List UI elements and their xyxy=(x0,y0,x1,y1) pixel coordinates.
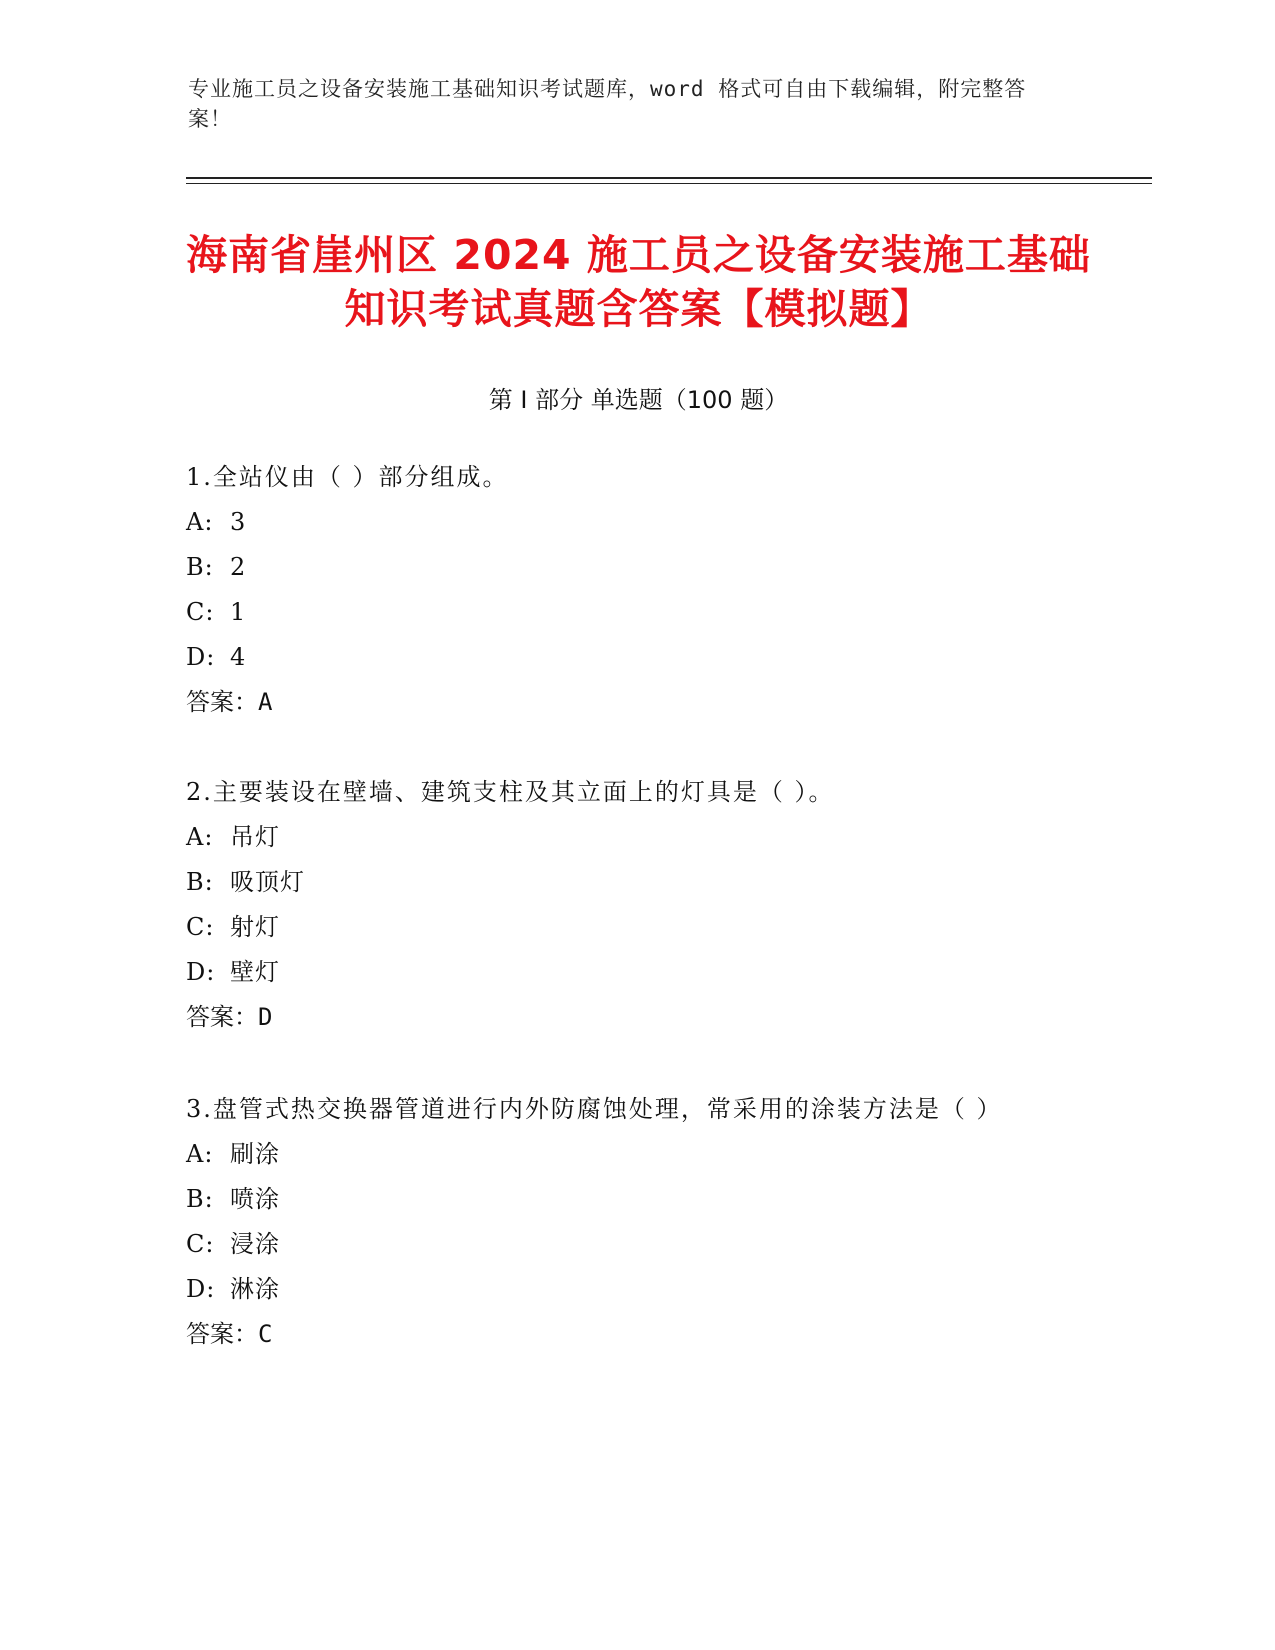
option-b xyxy=(186,545,1066,590)
option-letter: A: xyxy=(186,1140,214,1168)
answer-line: 答案：C xyxy=(186,1320,273,1348)
option-a xyxy=(186,500,1066,545)
header-rule-thin xyxy=(186,183,1152,184)
option-d xyxy=(186,635,1066,680)
option-c xyxy=(186,905,1066,950)
option-text: 4 xyxy=(230,643,247,671)
option-text: 吊灯 xyxy=(230,823,280,851)
header-rule-thick xyxy=(186,177,1152,179)
option-d xyxy=(186,1267,1066,1312)
option-letter: A: xyxy=(186,823,214,851)
option-a xyxy=(186,815,1066,860)
header-note: 专业施工员之设备安装施工基础知识考试题库，word 格式可自由下载编辑，附完整答案！ xyxy=(188,77,1027,131)
option-letter: B: xyxy=(186,868,214,896)
option-text: 喷涂 xyxy=(230,1185,280,1213)
question-stem: 3.盘管式热交换器管道进行内外防腐蚀处理，常采用的涂装方法是（ ） xyxy=(186,1095,1003,1123)
option-d xyxy=(186,950,1066,995)
option-letter: D: xyxy=(186,643,216,671)
option-text: 淋涂 xyxy=(230,1275,280,1303)
option-letter: D: xyxy=(186,958,216,986)
option-letter: D: xyxy=(186,1275,216,1303)
option-text: 浸涂 xyxy=(230,1230,280,1258)
question-stem: 2.主要装设在壁墙、建筑支柱及其立面上的灯具是（ ）。 xyxy=(186,778,835,806)
option-b xyxy=(186,1177,1066,1222)
option-b xyxy=(186,860,1066,905)
option-text: 1 xyxy=(230,598,247,626)
answer-line: 答案：A xyxy=(186,688,273,716)
option-letter: A: xyxy=(186,508,214,536)
option-text: 吸顶灯 xyxy=(230,868,305,896)
question-stem: 1.全站仪由（ ）部分组成。 xyxy=(186,463,509,491)
option-letter: C: xyxy=(186,598,215,626)
document-title: 海南省崖州区 2024 施工员之设备安装施工基础知识考试真题含答案【模拟题】 xyxy=(186,231,1091,333)
option-text: 壁灯 xyxy=(230,958,280,986)
question-3 xyxy=(186,1087,1066,1357)
option-text: 刷涂 xyxy=(230,1140,280,1168)
option-c xyxy=(186,1222,1066,1267)
option-letter: C: xyxy=(186,1230,215,1258)
option-text: 2 xyxy=(230,553,247,581)
option-text: 3 xyxy=(230,508,247,536)
option-letter: B: xyxy=(186,1185,214,1213)
option-letter: C: xyxy=(186,913,215,941)
option-c xyxy=(186,590,1066,635)
option-text: 射灯 xyxy=(230,913,280,941)
option-letter: B: xyxy=(186,553,214,581)
question-1 xyxy=(186,455,1066,725)
option-a xyxy=(186,1132,1066,1177)
answer-line: 答案：D xyxy=(186,1003,273,1031)
question-2 xyxy=(186,770,1066,1040)
section-heading: 第 I 部分 单选题（100 题） xyxy=(488,386,789,414)
